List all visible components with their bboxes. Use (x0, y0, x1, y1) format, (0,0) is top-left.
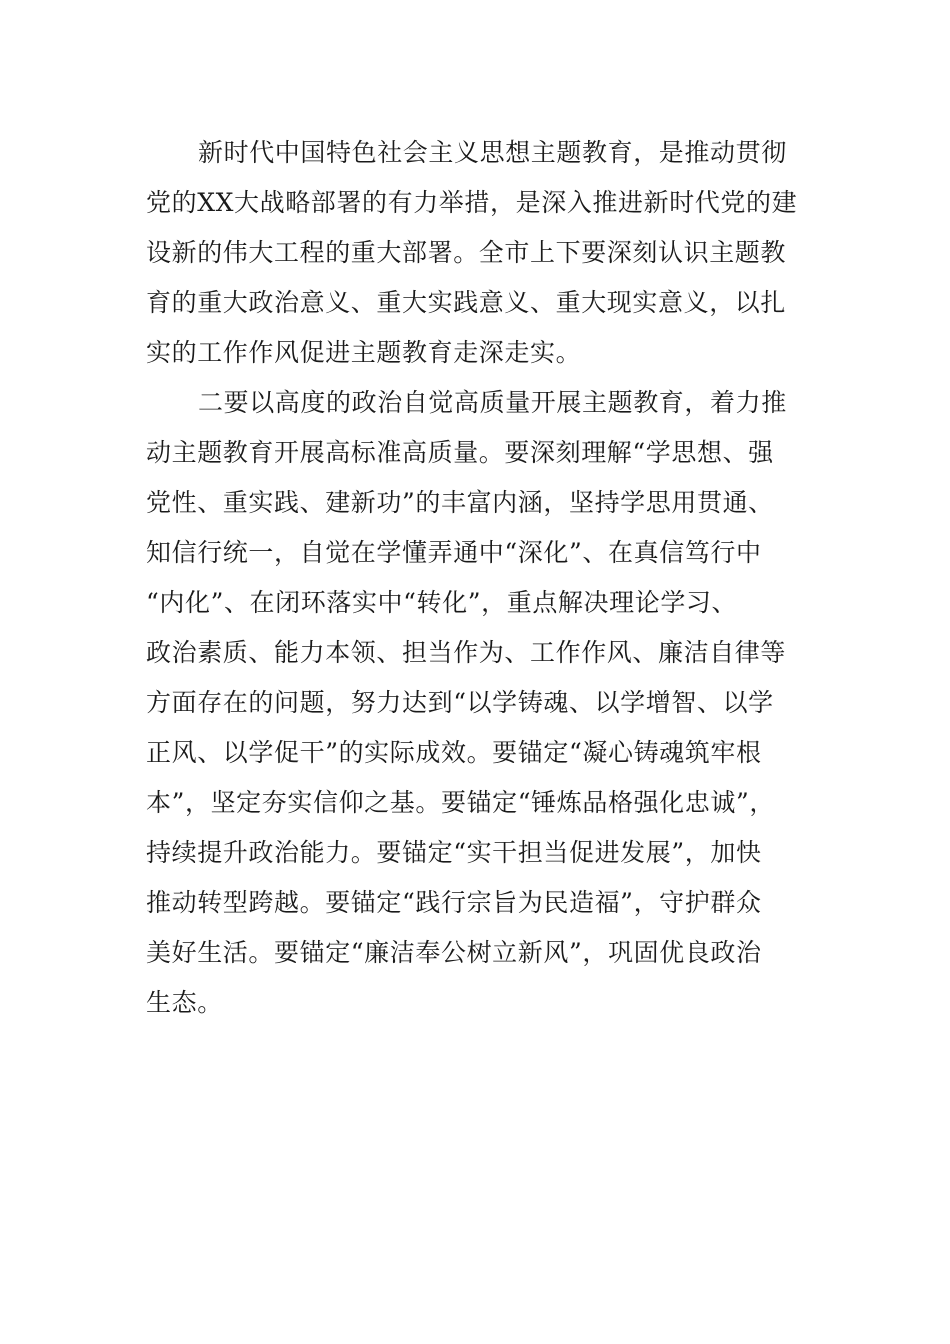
paragraph-line: 生态。 (146, 988, 223, 1017)
paragraph-line: 持续提升政治能力。要锚定“实干担当促进发展”，加快 (146, 838, 762, 867)
paragraph-line: 方面存在的问题，努力达到“以学铸魂、以学增智、以学 (146, 688, 774, 717)
paragraph-line: “内化”、在闭环落实中“转化”，重点解决理论学习、 (146, 588, 738, 617)
paragraph-line: 政治素质、能力本领、担当作为、工作作风、廉洁自律等 (146, 638, 787, 667)
paragraph-line: 正风、以学促干”的实际成效。要锚定“凝心铸魂筑牢根 (146, 738, 762, 767)
paragraph-line: 本”，坚定夯实信仰之基。要锚定“锤炼品格强化忠诚”， (146, 788, 775, 817)
paragraph-line: 推动转型跨越。要锚定“践行宗旨为民造福”，守护群众 (146, 888, 762, 917)
paragraph-line: 美好生活。要锚定“廉洁奉公树立新风”，巩固优良政治 (146, 938, 762, 967)
paragraph-line: 知信行统一，自觉在学懂弄通中“深化”、在真信笃行中 (146, 538, 762, 567)
paragraph-line: 育的重大政治意义、重大实践意义、重大现实意义，以扎 (146, 288, 787, 317)
document-body (146, 128, 806, 1028)
paragraph-line: 党性、重实践、建新功”的丰富内涵，坚持学思用贯通、 (146, 488, 774, 517)
paragraph-1 (146, 128, 806, 378)
paragraph-line: 二要以高度的政治自觉高质量开展主题教育，着力推 (198, 388, 787, 417)
paragraph-line: 党的XX大战略部署的有力举措，是深入推进新时代党的建 (146, 188, 798, 217)
paragraph-2 (146, 378, 806, 1028)
paragraph-line: 设新的伟大工程的重大部署。全市上下要深刻认识主题教 (146, 238, 787, 267)
paragraph-line: 新时代中国特色社会主义思想主题教育，是推动贯彻 (198, 138, 787, 167)
paragraph-line: 实的工作作风促进主题教育走深走实。 (146, 338, 582, 367)
paragraph-line: 动主题教育开展高标准高质量。要深刻理解“学思想、强 (146, 438, 774, 467)
